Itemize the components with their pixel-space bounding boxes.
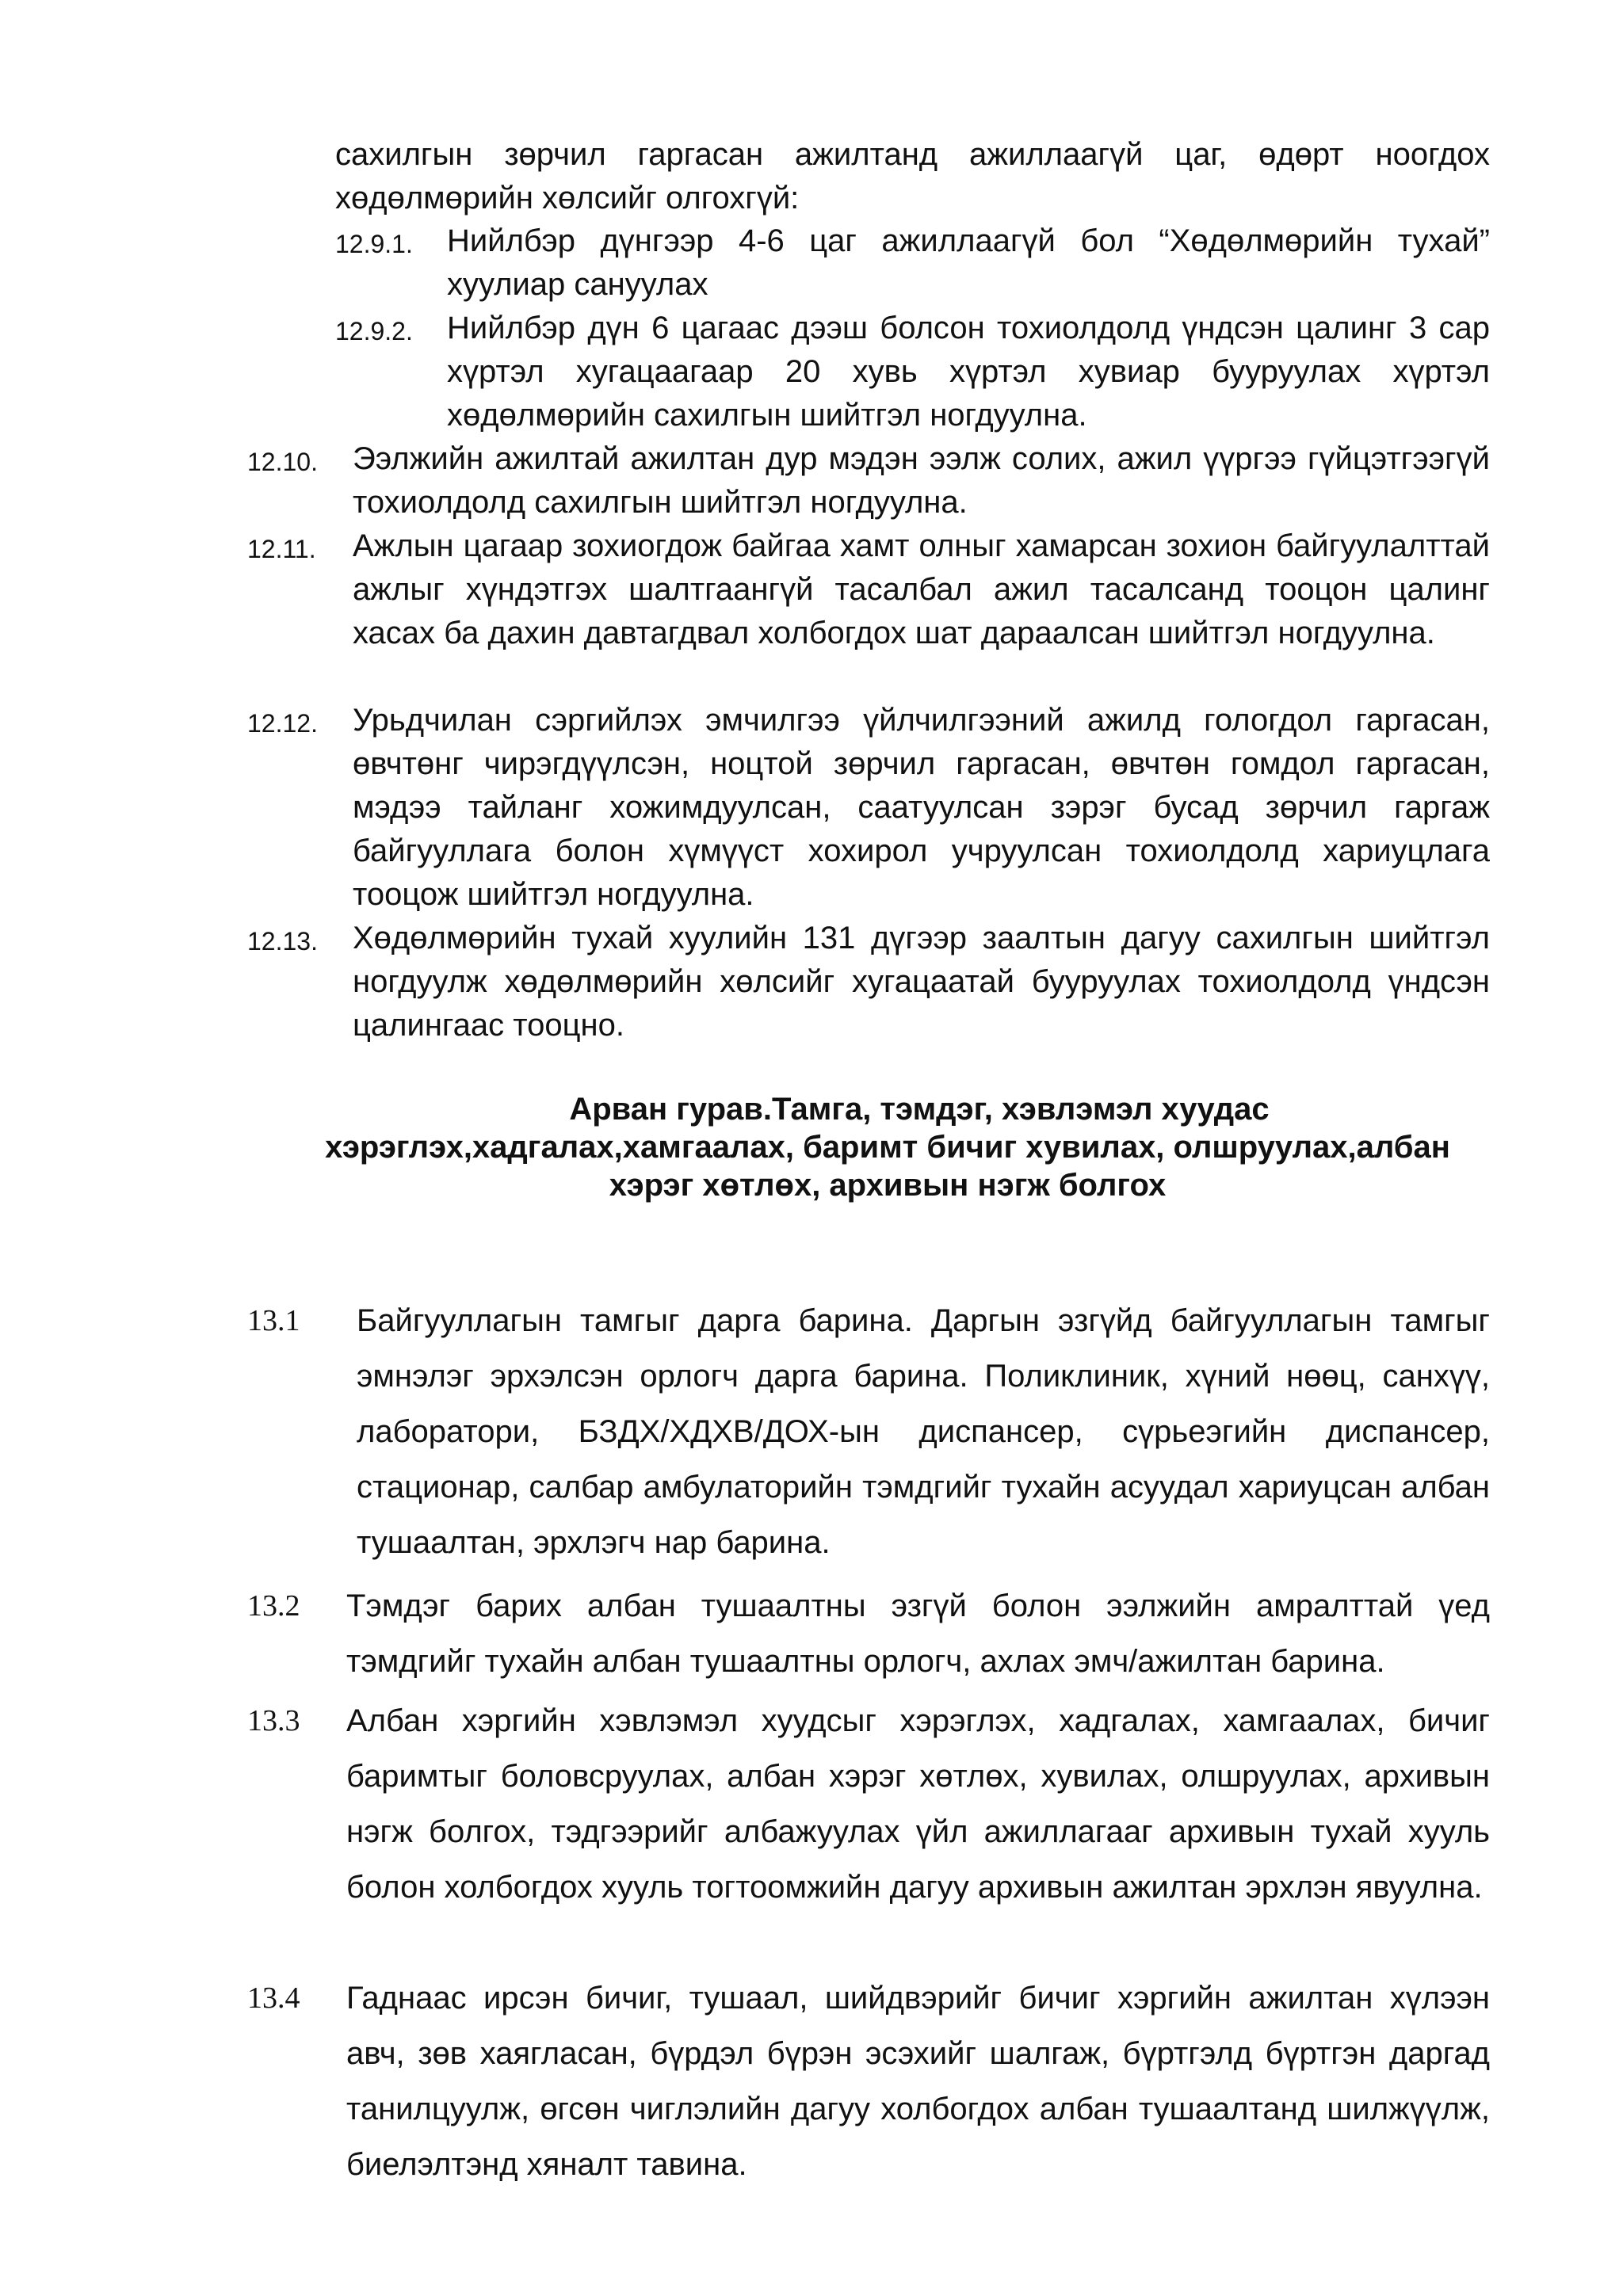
item-text: Байгууллагын тамгыг дарга барина. Даргын эзгүйд байгууллагын тамгыг эмнэлэг эрхэлсэн орлогч дарга барина. Поликлиник, хүний нөөц, санхүү, лаборатори, БЗДХ/ХДХВ/ДОХ-ын диспансер, сүрьеэгийн диспансер, стационар, салбар амбулаторийн тэмдгийг тухайн асуудал хариуцсан албан тушаалтан, эрхлэгч нар барина. [357,1303,1490,1560]
intro-paragraph: сахилгын зөрчил гаргасан ажилтанд ажиллаагүй цаг, өдөрт ноогдох хөдөлмөрийн хөлсийг олгохгүй: [335,137,1490,215]
item-number: 13.3 [247,1704,300,1737]
section-heading [285,1090,1490,1204]
item-text: Тэмдэг барих албан тушаалтны эзгүй болон ээлжийн амралттай үед тэмдгийг тухайн албан тушаалтны орлогч, ахлах эмч/ажилтан барина. [346,1589,1490,1679]
item-number: 12.12. [247,709,318,738]
item-number: 12.9.2. [335,317,413,345]
item-number: 13.1 [247,1304,300,1337]
item-number: 12.10. [247,448,318,476]
item-number: 12.9.1. [335,230,413,258]
item-text: Ажлын цагаар зохиогдож байгаа хамт олныг хамарсан зохион байгуулалттай ажлыг хүндэтгэх шалтгаангүй тасалбал ажил тасалсанд тооцон цалинг хасах ба дахин давтагдвал холбогдох шат дараалсан шийтгэл ногдуулна. [353,528,1490,650]
section-heading-line1: Арван гурав.Тамга, тэмдэг, хэвлэмэл хуудас [569,1092,1270,1127]
item-text: Нийлбэр дүн 6 цагаас дээш болсон тохиолдолд үндсэн цалинг 3 сар хүртэл хугацаагаар 20 хувь хүртэл хувиар бууруулах хүртэл хөдөлмөрийн сахилгын шийтгэл ногдуулна. [447,311,1490,433]
item-number: 12.13. [247,927,318,955]
item-text: Албан хэргийн хэвлэмэл хуудсыг хэрэглэх, хадгалах, хамгаалах, бичиг баримтыг боловсруулах, албан хэрэг хөтлөх, хувилах, олшруулах, архивын нэгж болгох, тэдгээрийг албажуулах үйл ажиллагааг архивын тухай хууль болон холбогдох хууль тогтоомжийн дагуу архивын ажилтан эрхлэн явуулна. [346,1703,1490,1905]
item-text: Гаднаас ирсэн бичиг, тушаал, шийдвэрийг бичиг хэргийн ажилтан хүлээн авч, зөв хаягласан, бүрдэл бүрэн эсэхийг шалгаж, бүртгэлд бүртгэн даргад танилцуулж, өгсөн чиглэлийн дагуу холбогдох албан тушаалтанд шилжүүлж, биелэлтэнд хяналт тавина. [346,1981,1490,2182]
section-heading-line2: хэрэглэх,хадгалах,хамгаалах, баримт бичиг хувилах, олшруулах,албан [325,1130,1450,1165]
item-text: Ээлжийн ажилтай ажилтан дур мэдэн ээлж солих, ажил үүргээ гүйцэтгээгүй тохиолдолд сахилгын шийтгэл ногдуулна. [353,441,1490,520]
item-text: Хөдөлмөрийн тухай хуулийн 131 дүгээр заалтын дагуу сахилгын шийтгэл ногдуулж хөдөлмөрийн хөлсийг хугацаатай бууруулах тохиолдолд үндсэн цалингаас тооцно. [353,921,1490,1043]
item-number: 12.11. [247,535,316,563]
section-heading-line3: хэрэг хөтлөх, архивын нэгж болгох [609,1168,1167,1203]
item-number: 13.4 [247,1981,300,2015]
item-number: 13.2 [247,1589,300,1623]
item-text: Урьдчилан сэргийлэх эмчилгээ үйлчилгээний ажилд гологдол гаргасан, өвчтөнг чирэгдүүлсэн, ноцтой зөрчил гаргасан, өвчтөн гомдол гаргасан, мэдээ тайланг хожимдуулсан, саатуулсан зэрэг бусад зөрчил гаргаж байгууллага болон хүмүүст хохирол учруулсан тохиолдолд хариуцлага тооцож шийтгэл ногдуулна. [353,703,1490,912]
item-text: Нийлбэр дүнгээр 4-6 цаг ажиллаагүй бол “Хөдөлмөрийн тухай” хуулиар сануулах [447,223,1490,302]
